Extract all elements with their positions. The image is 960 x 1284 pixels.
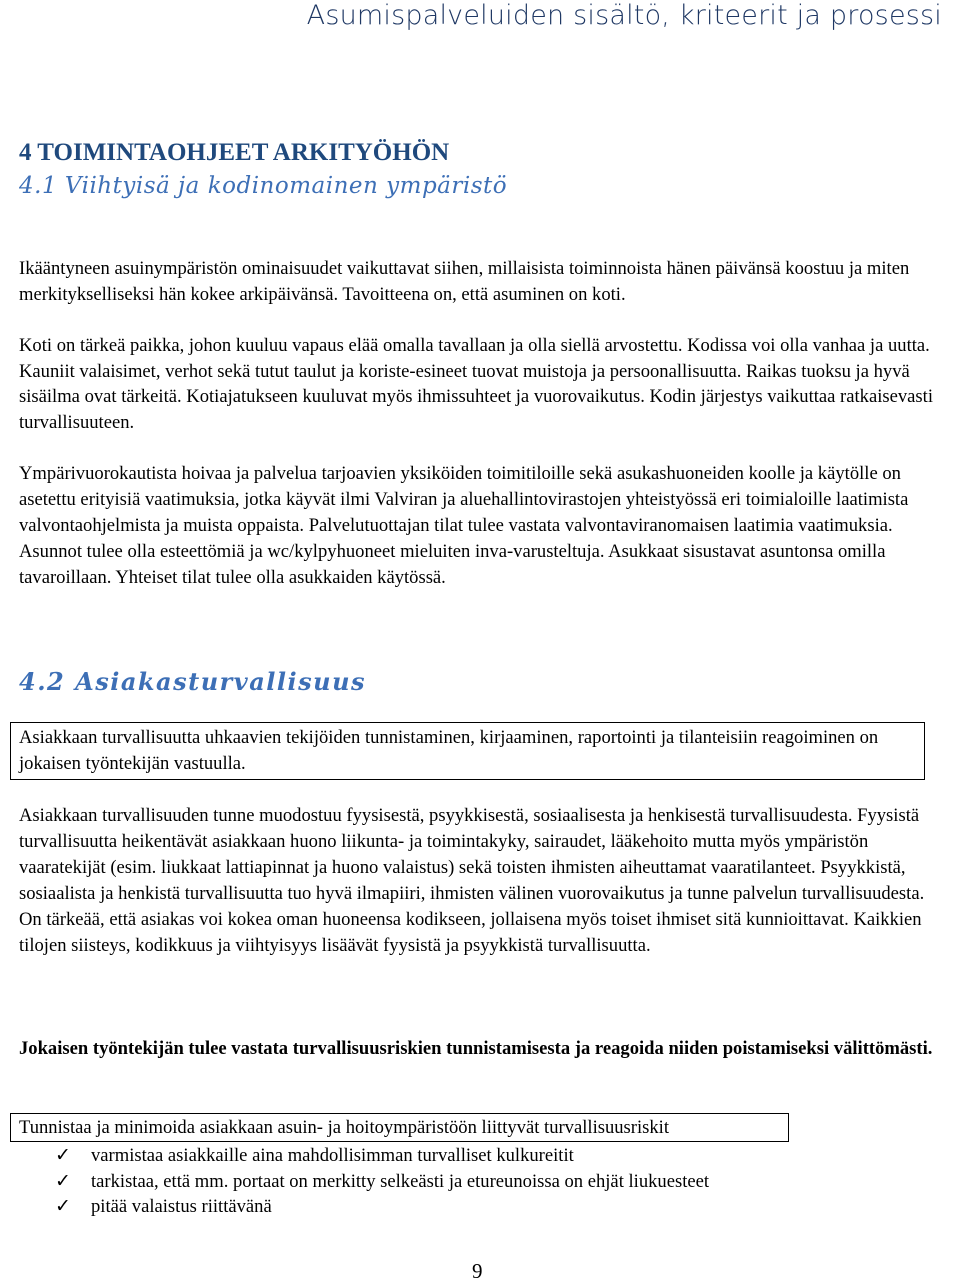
checklist-item-text: pitää valaistus riittävänä	[91, 1196, 272, 1217]
checklist-item	[55, 1143, 709, 1169]
section-heading: 4 TOIMINTAOHJEET ARKITYÖHÖN	[19, 139, 450, 166]
subsection-heading-4-2: 4.2 Asiakasturvallisuus	[19, 667, 367, 696]
subsection-heading-4-1: 4.1 Viihtyisä ja kodinomainen ympäristö	[19, 173, 508, 199]
paragraph-living-environment: Ikääntyneen asuinympäristön ominaisuudet vaikuttavat siihen, millaisista toiminnoista hänen päivänsä koostuu ja miten merkitykselliseksi hän kokee arkipäivänsä. Tavoitteena on, että asuminen on koti.	[19, 258, 910, 305]
document-header-title: Asumispalveluiden sisältö, kriteerit ja prosessi	[306, 0, 942, 31]
check-icon: ✓	[55, 1144, 71, 1166]
paragraph-safety-feeling: Asiakkaan turvallisuuden tunne muodostuu fyysisestä, psyykkisestä, sosiaalisesta ja henkisestä turvallisuudesta. Fyysistä turvallisuutta heikentävät asiakkaan huono liikunta- ja toimintakyky, sairaudet, lääkehoito mutta myös ympäristön vaaratekijät (esim. liukkaat lattiapinnat ja huono valaistus) sekä toisten ihmisten aiheuttamat vaaratilanteet. Psyykkistä, sosiaalista ja henkistä turvallisuutta tuo hyvä ilmapiiri, ihmisten välinen vuorovaikutus ja tunne palvelun turvallisuudesta. On tärkeää, että asiakas voi kokea oman huoneensa kodikseen, jollaisena myös toiset ihmiset sitä kunnioittavat. Kaikkien tilojen siisteys, kodikkuus ja viihtyisyys lisäävät fyysistä ja psyykkistä turvallisuutta.	[19, 805, 925, 956]
safety-checklist	[55, 1143, 709, 1220]
checklist-heading: Tunnistaa ja minimoida asiakkaan asuin- ja hoitoympäristöön liittyvät turvallisuusriskit	[19, 1117, 670, 1138]
paragraph-home: Koti on tärkeä paikka, johon kuuluu vapaus elää omalla tavallaan ja olla siellä arvostettu. Kodissa voi olla vanhaa ja uutta. Kauniit valaisimet, verhot sekä tutut taulut ja koriste-esineet tuovat muistoja ja persoonallisuutta. Raikas tuoksu ja hyvä sisäilma ovat tärkeitä. Kotiajatukseen kuuluvat myös ihmissuhteet ja vuorovaikutus. Kodin järjestys vaikuttaa ratkaisevasti turvallisuuteen.	[19, 335, 933, 433]
paragraph-facility-requirements: Ympärivuorokautista hoivaa ja palvelua tarjoavien yksiköiden toimitiloille sekä asukashuoneiden koolle ja käytölle on asetettu erityisiä vaatimuksia, jotka käyvät ilmi Valviran ja aluehallintovirastojen yhteistyössä eri toimialoille laatimista valvontaohjelmista ja muista oppaista. Palvelutuottajan tilat tulee vastata valvontaviranomaisen laatimia vaatimuksia. Asunnot tulee olla esteettömiä ja wc/kylpyhuoneet mieluiten inva-varusteltuja. Asukkaat sisustavat asuntonsa omilla tavaroillaan. Yhteiset tilat tulee olla asukkaiden käytössä.	[19, 463, 909, 588]
checklist-item-text: tarkistaa, että mm. portaat on merkitty selkeästi ja etureunoissa on ehjät liukuesteet	[91, 1170, 710, 1192]
checklist-item-text: varmistaa asiakkaille aina mahdollisimman turvalliset kulkureitit	[91, 1145, 574, 1166]
check-icon: ✓	[55, 1169, 71, 1192]
checklist-item	[55, 1169, 709, 1195]
bold-responsibility-statement: Jokaisen työntekijän tulee vastata turvallisuusriskien tunnistamisesta ja reagoida niiden poistamiseksi välittömästi.	[19, 1038, 933, 1059]
checklist-item	[55, 1194, 709, 1220]
checklist-heading-box	[10, 1113, 789, 1142]
boxed-statement-text: Asiakkaan turvallisuutta uhkaavien tekijöiden tunnistaminen, kirjaaminen, raportointi ja tilanteisiin reagoiminen on jokaisen työntekijän vastuulla.	[19, 727, 879, 774]
boxed-statement	[10, 722, 925, 780]
check-icon: ✓	[55, 1195, 71, 1217]
page-number: 9	[472, 1259, 483, 1283]
